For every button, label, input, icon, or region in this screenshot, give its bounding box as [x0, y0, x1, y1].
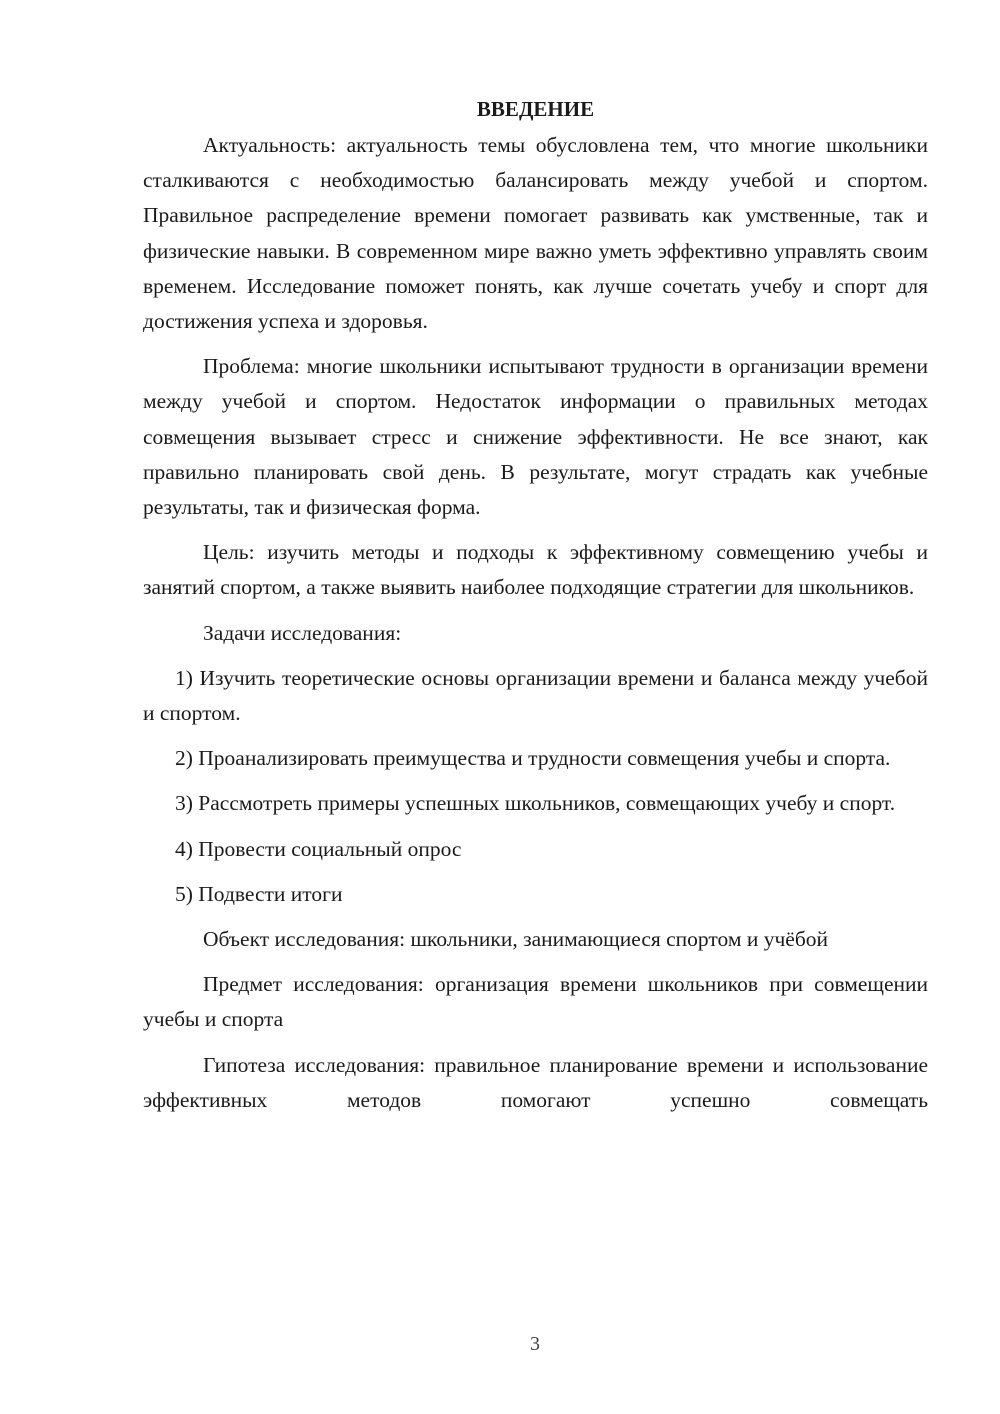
section-title: ВВЕДЕНИЕ: [476, 97, 595, 121]
object-paragraph: Объект исследования: школьники, занимающиеся спортом и учёбой: [203, 927, 829, 952]
subject-paragraph: Предмет исследования: организация времени школьников при совмещении учебы и спорта: [143, 972, 928, 1032]
task-item: 1) Изучить теоретические основы организации времени и баланса между учебой и спортом.: [143, 665, 928, 726]
task-item: 4) Провести социальный опрос: [175, 836, 462, 861]
goal-paragraph: Цель: изучить методы и подходы к эффективному совмещению учебы и занятий спортом, а также выявить наиболее подходящие стратегии для школьников.: [143, 540, 928, 600]
task-item: 3) Рассмотреть примеры успешных школьников, совмещающих учебу и спорт.: [175, 791, 896, 816]
page-number: 3: [530, 1333, 540, 1355]
task-item: 5) Подвести итоги: [175, 881, 343, 906]
relevance-paragraph: Актуальность: актуальность темы обусловлена тем, что многие школьники сталкиваются с необходимостью балансировать между учебой и спортом. Правильное распределение времени помогает развивать как умственные, так и физические навыки. В современном мире важно уметь эффективно управлять своим временем. Исследование поможет понять, как лучше сочетать учебу и спорт для достижения успеха и здоровья.: [143, 133, 928, 334]
document-page: [143, 92, 928, 1128]
problem-paragraph: Проблема: многие школьники испытывают трудности в организации времени между учебой и спортом. Недостаток информации о правильных методах совмещения вызывает стресс и снижение эффективности. Не все знают, как правильно планировать свой день. В результате, могут страдать как учебные результаты, так и физическая форма.: [143, 354, 928, 520]
tasks-heading: Задачи исследования:: [203, 620, 402, 645]
task-item: 2) Проанализировать преимущества и трудности совмещения учебы и спорта.: [175, 746, 891, 771]
hypothesis-paragraph: Гипотеза исследования: правильное планирование времени и использование эффективных методов помогают успешно совмещать: [143, 1052, 928, 1112]
